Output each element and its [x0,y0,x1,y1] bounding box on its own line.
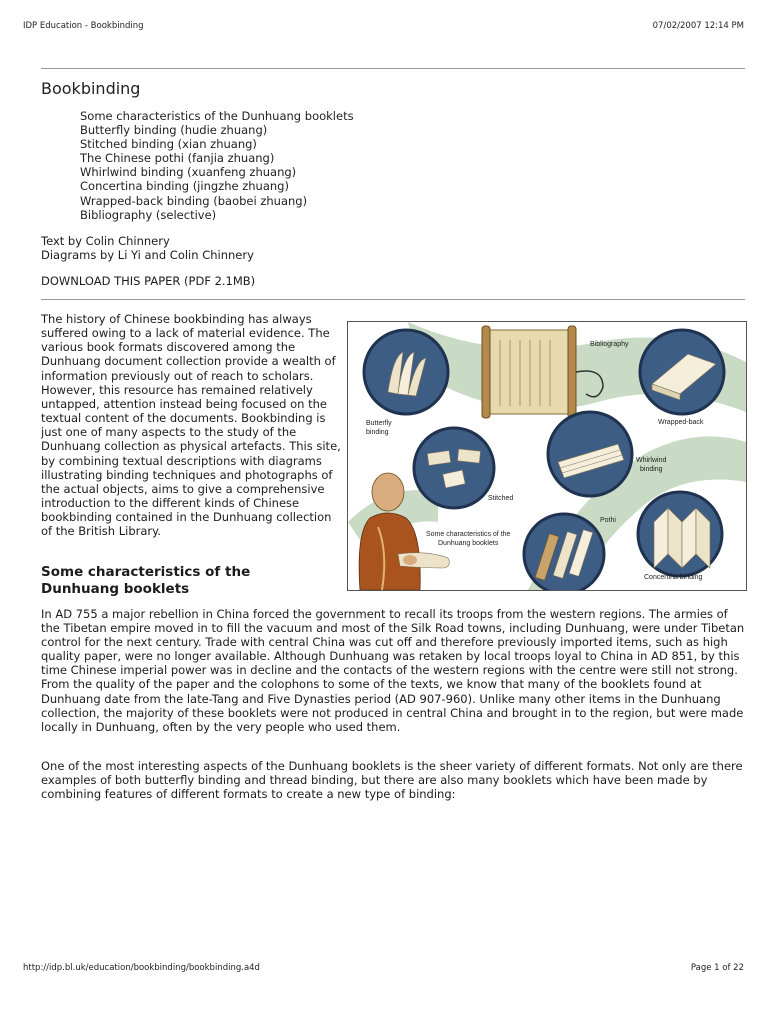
label-characteristics: Some characteristics of the [426,531,511,538]
concertina-binding-circle [638,492,722,576]
whirlwind-binding-circle [548,412,632,496]
label-stitched: Stitched [488,495,514,502]
page-title: Bookbinding [41,79,141,98]
label-whirlwind: Whirlwind [636,457,667,464]
label-pothi: Pothi [600,517,616,524]
toc-link-concertina[interactable]: Concertina binding (jingzhe zhuang) [80,179,289,194]
toc-link-characteristics[interactable]: Some characteristics of the Dunhuang booklets [80,109,354,123]
toc-link-whirlwind[interactable]: Whirlwind binding (xuanfeng zhuang) [80,165,297,180]
bookbinding-overview-illustration [347,321,747,591]
top-divider [41,68,745,69]
butterfly-binding-circle [364,330,448,414]
wrapped-back-binding-circle [640,330,724,414]
body-paragraph-1: In AD 755 a major rebellion in China forced the government to recall its troops from the western regions. The armies of the Tibetan empire moved in to fill the vacuum and most of the Silk Road towns, including Dunhuang, were under Tibetan control for the next century. Trade with central China was cut off and therefore previously imported items, such as high quality paper, were no longer available. Although Dunhuang was retaken by local troops loyal to China in AD 851, by this time Chinese imperial power was in decline and the contacts of the western regions with the centre were still not strong. From the quality of the paper and the colophons to some of the texts, we know that many of the booklets found at Dunhuang date from the late-Tang and Five Dynasties period (AD 907-960). Unlike many other items in the Dunhuang collection, the majority of these booklets were not produced in central China and brought in to the region, but were made locally in Dunhuang, often by the very people who used them. [41,607,745,734]
print-footer-url: http://idp.bl.uk/education/bookbinding/bookbinding.a4d [23,963,260,973]
stitched-binding-circle [414,428,494,508]
label-whirlwind-2: binding [640,466,663,473]
print-footer-page-number: Page 1 of 22 [690,963,744,973]
toc-link-bibliography[interactable]: Bibliography (selective) [80,207,217,222]
toc-link-stitched[interactable]: Stitched binding (xian zhuang) [80,137,257,152]
table-of-contents [80,109,354,222]
print-header-datetime: 07/02/2007 12:14 PM [652,21,744,31]
intro-paragraph: The history of Chinese bookbinding has always suffered owing to a lack of material evidence. The various book formats discovered among the Dunhuang document collection provide a wealth of information previously out of reach to scholars. However, this resource has remained relatively untapped, attention instead being focused on the textual content of the documents. Bookbinding is just one of many aspects to the study of the Dunhuang collection as physical artefacts. This site, by combining textual descriptions with diagrams illustrating binding techniques and photographs of the actual objects, aims to give a comprehensive introduction to the different kinds of Chinese bookbinding contained in the Dunhuang collection of the British Library. [41,312,341,539]
body-paragraph-2: One of the most interesting aspects of the Dunhuang booklets is the sheer variety of different formats. Not only are there examples of both butterfly binding and thread binding, but there are also many booklets which have been made by combining features of different formats to create a new type of binding: [41,759,743,802]
toc-link-wrapped-back[interactable]: Wrapped-back binding (baobei zhuang) [80,193,308,208]
section-divider [41,299,745,300]
section-heading: Some characteristics of the Dunhuang booklets [41,564,251,597]
toc-link-butterfly[interactable]: Butterfly binding (hudie zhuang) [80,123,268,138]
illustration-svg [348,322,746,590]
diagram-credit: Diagrams by Li Yi and Colin Chinnery [41,248,254,263]
toc-link-pothi[interactable]: The Chinese pothi (fanjia zhuang) [80,151,275,166]
label-concertina: Concertina binding [644,574,703,581]
pothi-circle [524,514,604,590]
label-butterfly: Butterfly [366,420,392,427]
credits [41,234,254,262]
download-pdf-link[interactable]: DOWNLOAD THIS PAPER (PDF 2.1MB) [41,274,256,288]
print-header-title: IDP Education - Bookbinding [23,21,144,31]
text-credit: Text by Colin Chinnery [41,234,170,248]
label-wrapped-back: Wrapped-back [658,419,704,426]
label-bibliography: Bibliography [590,341,629,348]
label-characteristics-2: Dunhuang booklets [438,540,499,547]
label-butterfly-2: binding [366,429,389,436]
